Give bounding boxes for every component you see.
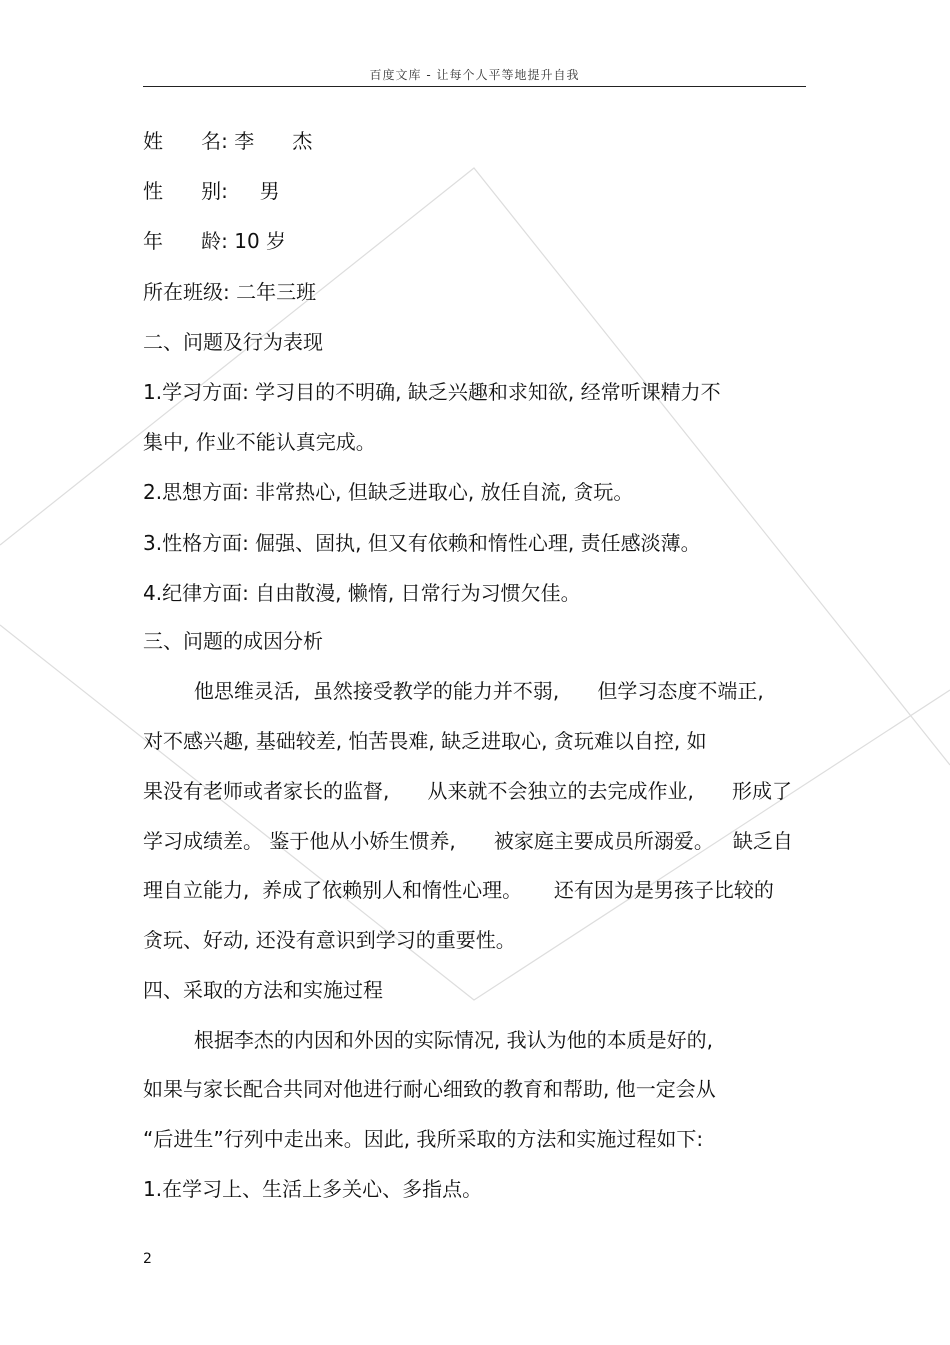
page-header: 百度文库 - 让每个人平等地提升自我 <box>369 68 580 82</box>
text-line: 集中, 作业不能认真完成。 <box>143 430 376 454</box>
text-line: 1.在学习上、生活上多关心、多指点。 <box>143 1177 483 1201</box>
field-name: 姓 名: 李 杰 <box>143 129 313 153</box>
field-age: 年 龄: 10 岁 <box>143 229 287 253</box>
field-gender: 性 别: 男 <box>143 179 280 203</box>
text-line: 果没有老师或者家长的监督, 从来就不会独立的去完成作业, 形成了 <box>143 779 793 803</box>
text-line: 1.学习方面: 学习目的不明确, 缺乏兴趣和求知欲, 经常听课精力不 <box>143 380 721 404</box>
text-line: “后进生”行列中走出来。因此, 我所采取的方法和实施过程如下: <box>143 1127 704 1151</box>
text-line: 2.思想方面: 非常热心, 但缺乏进取心, 放任自流, 贪玩。 <box>143 480 634 504</box>
page-number: 2 <box>143 1251 152 1267</box>
text-line: 4.纪律方面: 自由散漫, 懒惰, 日常行为习惯欠佳。 <box>143 581 581 605</box>
text-line: 3.性格方面: 倔强、固执, 但又有依赖和惰性心理, 责任感淡薄。 <box>143 531 701 555</box>
text-line: 理自立能力, 养成了依赖别人和惰性心理。 还有因为是男孩子比较的 <box>143 878 774 902</box>
text-line: 学习成绩差。 鉴于他从小娇生惯养, 被家庭主要成员所溺爱。 缺乏自 <box>143 829 793 853</box>
section-heading-methods: 四、采取的方法和实施过程 <box>143 978 383 1002</box>
section-heading-problems: 二、问题及行为表现 <box>143 330 323 354</box>
section-heading-causes: 三、问题的成因分析 <box>143 629 323 653</box>
text-line: 贪玩、好动, 还没有意识到学习的重要性。 <box>143 928 516 952</box>
text-line: 对不感兴趣, 基础较差, 怕苦畏难, 缺乏进取心, 贪玩难以自控, 如 <box>143 729 707 753</box>
field-class: 所在班级: 二年三班 <box>143 280 317 304</box>
text-line: 根据李杰的内因和外因的实际情况, 我认为他的本质是好的, <box>143 1028 713 1052</box>
header-rule <box>143 86 806 87</box>
text-line: 他思维灵活, 虽然接受教学的能力并不弱, 但学习态度不端正, <box>143 679 764 703</box>
text-line: 如果与家长配合共同对他进行耐心细致的教育和帮助, 他一定会从 <box>143 1077 716 1101</box>
